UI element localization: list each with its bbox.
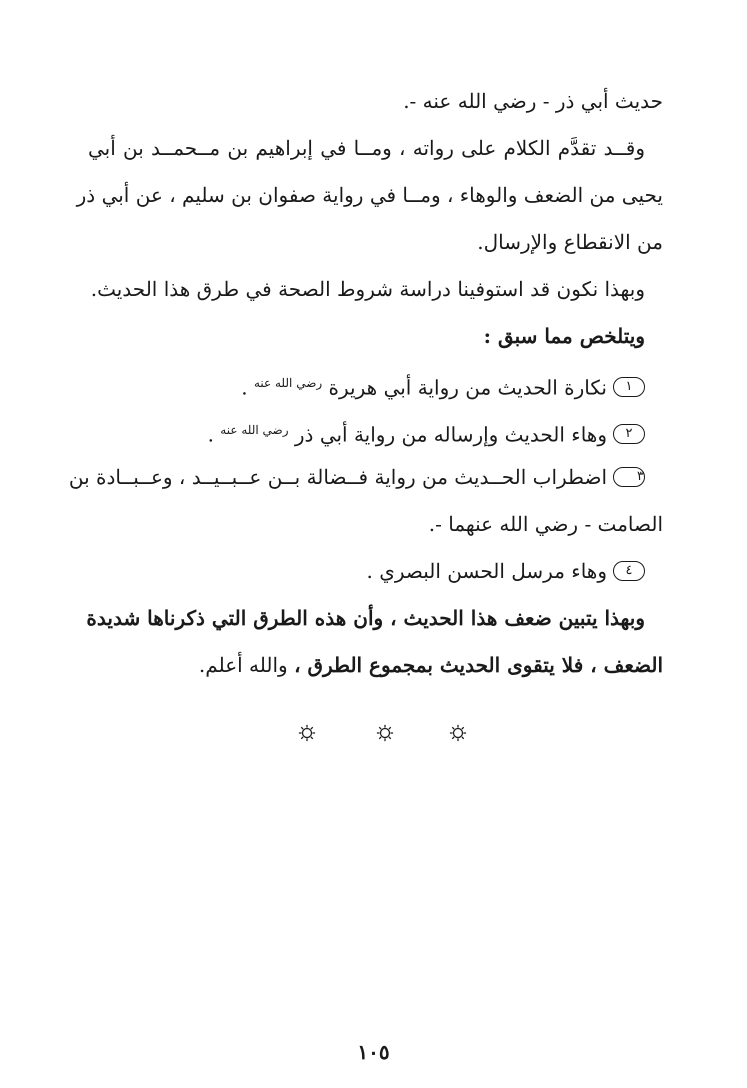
page-number: ١٠٥ [357,1040,390,1064]
star-ornament-icon [298,724,316,742]
conclusion-line-2-text: الضعف ، فلا يتقوى الحديث بمجموع الطرق ، [294,653,663,677]
section-divider [0,722,747,750]
summary-item-3-text: اضطراب الحــديث من رواية فــضالة بــن عــبــيــد ، وعــبــادة بن [68,465,607,489]
page-body [68,78,663,689]
item-number-badge: ٢ [613,424,645,444]
line-4-text: من الانقطاع والإرسال. [477,230,663,254]
summary-item-1: ١نكارة الحديث من رواية أبي هريرة $^{رضي الله عنه}$ . [88,360,663,407]
line-5-text: وبهذا نكون قد استوفينا دراسة شروط الصحة في طرق هذا الحديث. [90,277,645,301]
summary-item-4-text: وهاء مرسل الحسن البصري . [366,559,607,583]
summary-item-1-text: نكارة الحديث من رواية أبي هريرة [328,375,607,400]
item-number-badge: ٤ [613,561,645,581]
text-line-3 [76,172,663,219]
text-line-1 [88,78,663,125]
conclusion-line-1 [88,595,663,642]
conclusion-line-2 [88,642,663,689]
summary-heading-text: ويتلخص مما سبق : [483,324,645,348]
summary-item-2: ٢وهاء الحديث وإرساله من رواية أبي ذر $^{رضي الله عنه}$ . [88,407,663,454]
text-line-10 [88,501,663,548]
text-line-4 [88,219,663,266]
summary-item-2-text: وهاء الحديث وإرساله من رواية أبي ذر [294,422,607,447]
line-3-text: يحيى من الضعف والوهاء ، ومــا في رواية صفوان بن سليم ، عن أبي ذر [76,183,663,207]
summary-item-4 [88,548,663,595]
text-line-5 [88,266,663,313]
line-1-text: حديث أبي ذر - رضي الله عنه -. [403,89,663,113]
closing-phrase: والله أعلم. [198,653,288,677]
star-ornament-icon [376,724,394,742]
honorific-symbol: رضي الله عنه [253,376,323,390]
text-line-2 [88,125,663,172]
item-number-badge: ١ [613,377,645,397]
star-ornament-icon [449,724,467,742]
conclusion-line-1-text: وبهذا يتبين ضعف هذا الحديث ، وأن هذه الطرق التي ذكرناها شديدة [86,606,645,630]
line-2-text: وقــد تقدَّم الكلام على رواته ، ومــا في إبراهيم بن مــحمــد بن أبي [88,136,645,160]
line-10-text: الصامت - رضي الله عنهما -. [428,512,663,536]
honorific-symbol: رضي الله عنه [220,423,289,437]
summary-item-3 [68,454,663,501]
summary-heading [88,313,663,360]
item-number-badge: ٣ [613,467,645,487]
